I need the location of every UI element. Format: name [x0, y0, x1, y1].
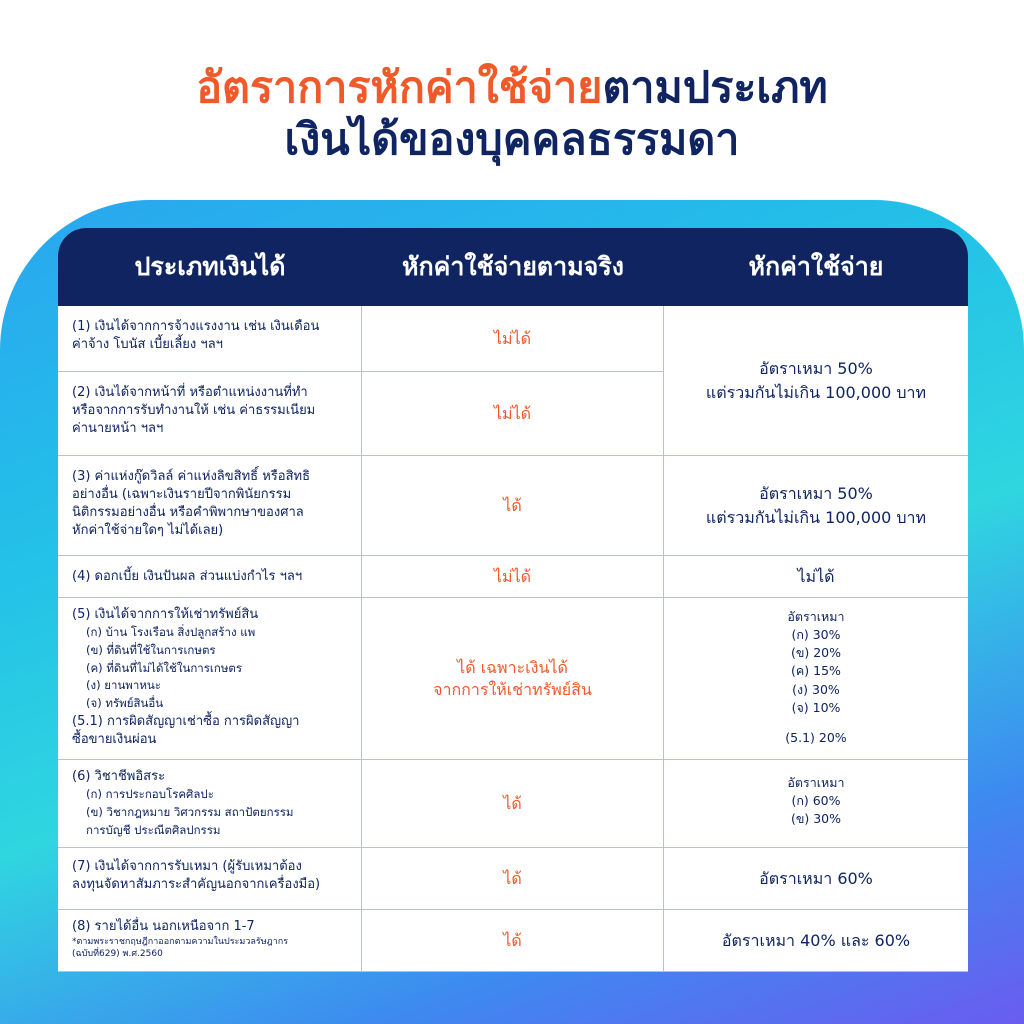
table-row-5-type: (5) เงินได้จากการให้เช่าทรัพย์สิน (ก) บ้าน โรงเรือน สิ่งปลูกสร้าง แพ (ข) ที่ดินที่ใช้ในการเกษตร (ค) ที่ดินที่ไม่ได้ใช้ในการเกษตร (ง) ยานพาหนะ (จ) ทรัพย์สินอื่น (5.1) การผิดสัญญาเช่าซื้อ การผิดสัญญา ซื้อขายเงินผ่อน [58, 598, 362, 760]
table-row-1-type: (1) เงินได้จากการจ้างแรงงาน เช่น เงินเดือน ค่าจ้าง โบนัส เบี้ยเลี้ยง ฯลฯ [58, 306, 362, 372]
table-row-6-rate: อัตราเหมา (ก) 60% (ข) 30% [664, 760, 968, 848]
table-row-1-actual: ไม่ได้ [362, 306, 664, 372]
table-row-6-actual: ได้ [362, 760, 664, 848]
table-row-3-actual: ได้ [362, 456, 664, 556]
table-row-7-type: (7) เงินได้จากการรับเหมา (ผู้รับเหมาต้อง ลงทุนจัดหาสัมภาระสำคัญนอกจากเครื่องมือ) [58, 848, 362, 910]
table-row-5-actual: ได้ เฉพาะเงินได้ จากการให้เช่าทรัพย์สิน [362, 598, 664, 760]
header-actual-expense: หักค่าใช้จ่ายตามจริง [402, 252, 624, 281]
footnote: *ตามพระราชกฤษฎีกาออกตามความในประมวลรัษฎากร [72, 936, 289, 947]
table-row-2-actual: ไม่ได้ [362, 372, 664, 456]
table-row-3-type: (3) ค่าแห่งกู๊ดวิลล์ ค่าแห่งลิขสิทธิ์ หรือสิทธิ อย่างอื่น (เฉพาะเงินรายปีจากพินัยกรรม นิติกรรมอย่างอื่น หรือคำพิพากษาของศาล หักค่าใช้จ่ายใดๆ ไม่ได้เลย) [58, 456, 362, 556]
table-row-4-type: (4) ดอกเบี้ย เงินปันผล ส่วนแบ่งกำไร ฯลฯ [58, 556, 362, 598]
rates-table [58, 228, 968, 972]
table-row-8-type: (8) รายได้อื่น นอกเหนือจาก 1-7 *ตามพระราชกฤษฎีกาออกตามความในประมวลรัษฎากร (ฉบับที่629) พ.ศ.2560 [58, 910, 362, 972]
table-row-5-rate: อัตราเหมา (ก) 30% (ข) 20% (ค) 15% (ง) 30% (จ) 10% (5.1) 20% [664, 598, 968, 760]
table-header [58, 228, 968, 306]
table-row-7-rate: อัตราเหมา 60% [664, 848, 968, 910]
table-row-6-type: (6) วิชาชีพอิสระ (ก) การประกอบโรคศิลปะ (ข) วิชากฎหมาย วิศวกรรม สถาปัตยกรรม การบัญชี ประณีตศิลปกรรม [58, 760, 362, 848]
table-row-4-actual: ไม่ได้ [362, 556, 664, 598]
table-row-8-rate: อัตราเหมา 40% และ 60% [664, 910, 968, 972]
page-title [0, 62, 1024, 167]
title-line-2: เงินได้ของบุคคลธรรมดา [284, 115, 740, 166]
table-row-7-actual: ได้ [362, 848, 664, 910]
header-income-type: ประเภทเงินได้ [134, 252, 286, 281]
title-accent: อัตราการหักค่าใช้จ่าย [196, 63, 603, 113]
header-flat-expense: หักค่าใช้จ่าย [748, 252, 884, 281]
table-row-2-type: (2) เงินได้จากหน้าที่ หรือตำแหน่งงานที่ทำ หรือจากการรับทำงานให้ เช่น ค่าธรรมเนียม ค่านายหน้า ฯลฯ [58, 372, 362, 456]
table-row-3-rate: อัตราเหมา 50% แต่รวมกันไม่เกิน 100,000 บาท [664, 456, 968, 556]
title-line-1 [0, 62, 1024, 114]
table-row-8-actual: ได้ [362, 910, 664, 972]
title-main: ตามประเภท [602, 63, 828, 113]
table-row-4-rate: ไม่ได้ [664, 556, 968, 598]
table-rate-rows-1-2: อัตราเหมา 50% แต่รวมกันไม่เกิน 100,000 บาท [664, 306, 968, 456]
